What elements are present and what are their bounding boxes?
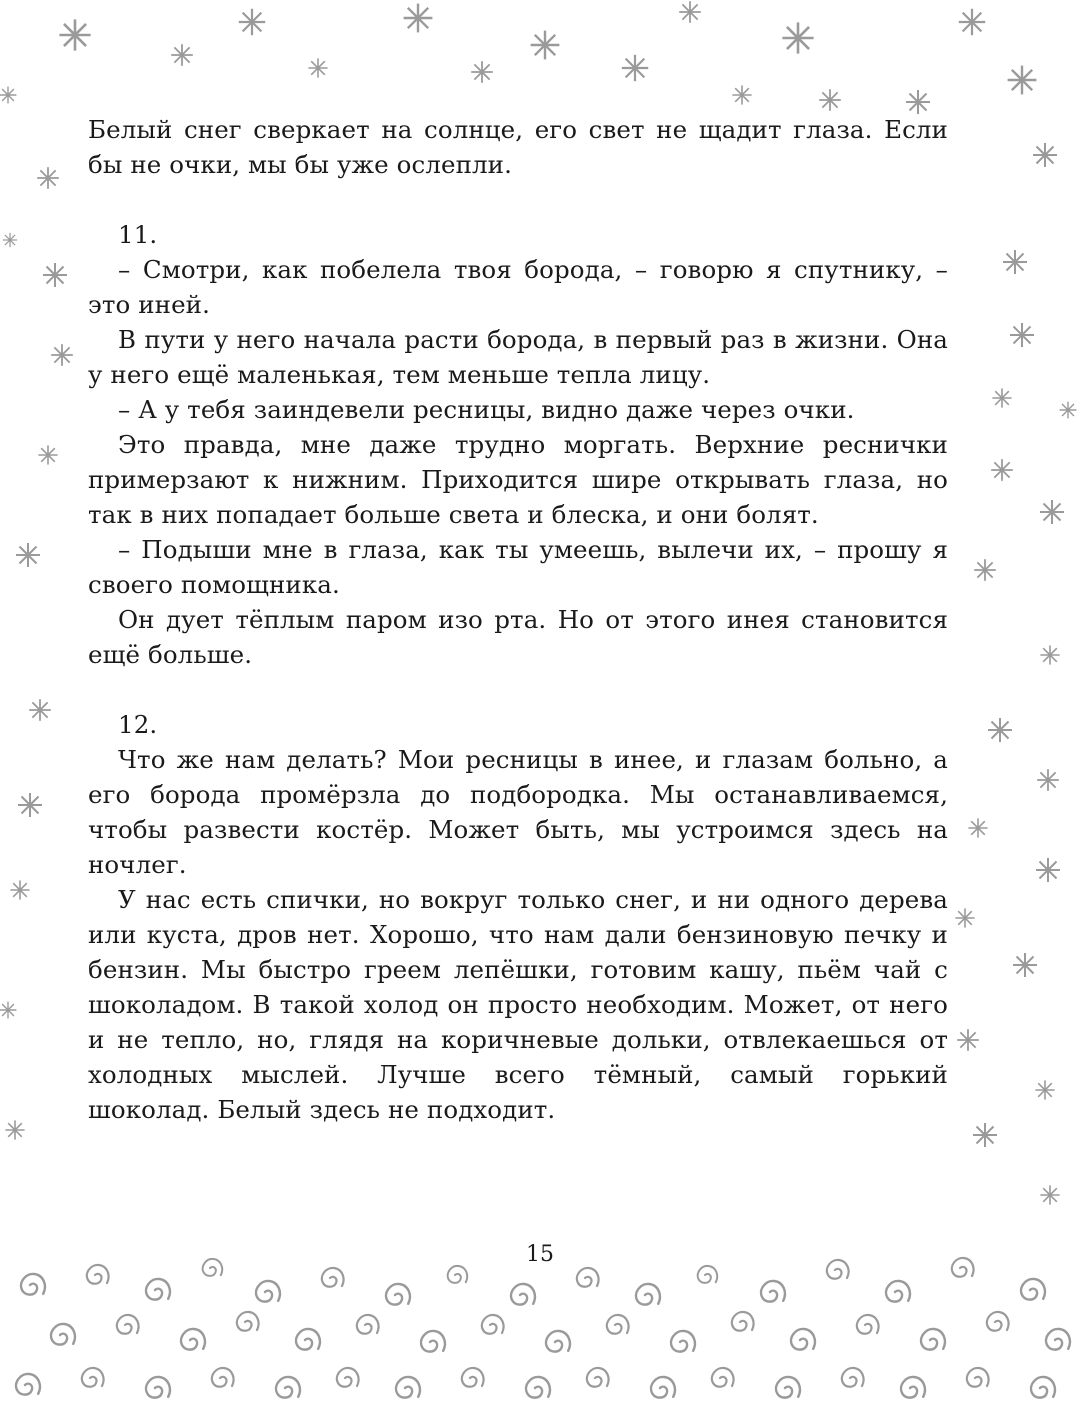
page-number: 15 xyxy=(526,1242,554,1267)
paragraph: Это правда, мне даже трудно моргать. Верхние реснички примерзают к нижним. Приходится шире открывать глаза, но так в них попадает больше света и блеска, и они болят. xyxy=(88,430,948,529)
paragraph: Что же нам делать? Мои ресницы в инее, и глазам больно, а его борода промёрзла до подбородка. Мы останавливаемся, чтобы развести костёр. Может быть, мы устроимся здесь на ночлег. xyxy=(88,745,948,879)
page-text xyxy=(88,112,948,1127)
snowflake-icon xyxy=(955,250,1076,1205)
paragraph: В пути у него начала расти борода, в первый раз в жизни. Она у него ещё маленькая, тем меньше тепла лицу. xyxy=(88,325,948,389)
section-gap xyxy=(88,672,948,707)
paragraph: У нас есть спички, но вокруг только снег, и ни одного дерева или куста, дров нет. Хорошо, что нам дали бензиновую печку и бензин. Мы быстро греем лепёшки, готовим кашу, пьём чай с шоколадом. В такой холод он просто необходим. Может, от него и не тепло, но, глядя на коричневые дольки, отвлекаешься от холодных мыслей. Лучше всего тёмный, самый горький шоколад. Белый здесь не подходит. xyxy=(88,885,948,1124)
snowflake-icon xyxy=(0,87,73,1140)
section-gap xyxy=(88,182,948,217)
paragraph: Он дует тёплым паром изо рта. Но от этого инея становится ещё больше. xyxy=(88,605,948,669)
paragraph: – Смотри, как побелела твоя борода, – говорю я спутнику, – это иней. xyxy=(88,255,948,319)
section-number-12: 12. xyxy=(118,710,158,739)
section-number-11: 11. xyxy=(118,220,158,249)
swirl-icon xyxy=(16,1258,1070,1398)
paragraph: – Подыши мне в глаза, как ты умеешь, вылечи их, – прошу я своего помощника. xyxy=(88,535,948,599)
intro-paragraph: Белый снег сверкает на солнце, его свет не щадит глаза. Если бы не очки, мы бы уже ослепли. xyxy=(88,115,948,179)
paragraph: – А у тебя заиндевели ресницы, видно даже через очки. xyxy=(118,395,855,424)
